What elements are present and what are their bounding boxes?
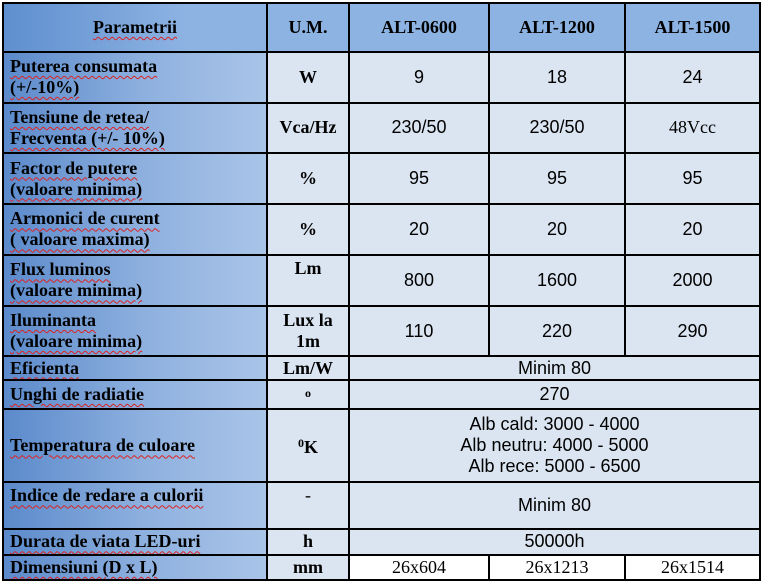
param-color-temperature: Temperatura de culoare bbox=[3, 409, 267, 482]
table-row bbox=[3, 306, 760, 357]
value-cell: 290 bbox=[625, 306, 760, 357]
header-unit: U.M. bbox=[267, 3, 349, 52]
unit-cell: - bbox=[267, 482, 349, 529]
table-row bbox=[3, 529, 760, 554]
param-led-lifetime: Durata de viata LED-uri bbox=[3, 529, 267, 554]
unit-cell: o bbox=[267, 380, 349, 409]
unit-cell: Lux la 1m bbox=[267, 306, 349, 357]
table-row bbox=[3, 409, 760, 482]
merged-value-cell: 50000h bbox=[349, 529, 760, 554]
value-cell: 95 bbox=[349, 153, 489, 204]
table-row bbox=[3, 204, 760, 255]
value-cell: 26x1514 bbox=[625, 555, 760, 581]
table-row bbox=[3, 380, 760, 409]
header-model-1500: ALT-1500 bbox=[625, 3, 760, 52]
value-cell: 230/50 bbox=[349, 103, 489, 154]
value-cell: 48Vcc bbox=[625, 103, 760, 154]
table-row bbox=[3, 482, 760, 529]
unit-cell: Lm/W bbox=[267, 356, 349, 379]
value-cell: 20 bbox=[349, 204, 489, 255]
unit-cell: Lm bbox=[267, 255, 349, 306]
table-row bbox=[3, 255, 760, 306]
value-cell: 2000 bbox=[625, 255, 760, 306]
table-header-row bbox=[3, 3, 760, 52]
table-row bbox=[3, 356, 760, 379]
value-cell: 20 bbox=[625, 204, 760, 255]
value-cell: 20 bbox=[489, 204, 625, 255]
value-cell: 800 bbox=[349, 255, 489, 306]
value-cell: 110 bbox=[349, 306, 489, 357]
unit-cell: mm bbox=[267, 555, 349, 581]
value-cell: 220 bbox=[489, 306, 625, 357]
unit-cell: Vca/Hz bbox=[267, 103, 349, 154]
unit-cell: $^0$K bbox=[267, 409, 349, 482]
table-row bbox=[3, 555, 760, 581]
param-color-rendering-index: Indice de redare a culorii bbox=[3, 482, 267, 529]
unit-cell: W bbox=[267, 52, 349, 103]
unit-cell: % bbox=[267, 204, 349, 255]
header-parameter: Parametrii bbox=[3, 3, 267, 52]
value-cell: 95 bbox=[489, 153, 625, 204]
param-efficiency: Eficienta bbox=[3, 356, 267, 379]
value-cell: 1600 bbox=[489, 255, 625, 306]
merged-value-cell: Minim 80 bbox=[349, 356, 760, 379]
param-luminous-flux: Flux luminos (valoare minima) bbox=[3, 255, 267, 306]
header-model-1200: ALT-1200 bbox=[489, 3, 625, 52]
table-row bbox=[3, 52, 760, 103]
param-current-harmonics: Armonici de curent ( valoare maxima) bbox=[3, 204, 267, 255]
unit-cell: h bbox=[267, 529, 349, 554]
param-power-consumed: Puterea consumata (+/-10%) bbox=[3, 52, 267, 103]
table-row bbox=[3, 153, 760, 204]
value-cell: 26x1213 bbox=[489, 555, 625, 581]
table-row bbox=[3, 103, 760, 154]
param-mains-voltage: Tensiune de retea/ Frecventa (+/- 10%) bbox=[3, 103, 267, 154]
param-dimensions: Dimensiuni (D x L) bbox=[3, 555, 267, 581]
value-cell: 230/50 bbox=[489, 103, 625, 154]
param-radiation-angle: Unghi de radiatie bbox=[3, 380, 267, 409]
specification-table bbox=[2, 2, 761, 581]
value-cell: 24 bbox=[625, 52, 760, 103]
merged-value-cell: Minim 80 bbox=[349, 482, 760, 529]
value-cell: 9 bbox=[349, 52, 489, 103]
header-model-0600: ALT-0600 bbox=[349, 3, 489, 52]
param-power-factor: Factor de putere (valoare minima) bbox=[3, 153, 267, 204]
value-cell: 95 bbox=[625, 153, 760, 204]
merged-value-cell: Alb cald: 3000 - 4000 Alb neutru: 4000 - 5000 Alb rece: 5000 - 6500 bbox=[349, 409, 760, 482]
merged-value-cell: 270 bbox=[349, 380, 760, 409]
value-cell: 18 bbox=[489, 52, 625, 103]
unit-cell: % bbox=[267, 153, 349, 204]
param-illuminance: Iluminanta (valoare minima) bbox=[3, 306, 267, 357]
value-cell: 26x604 bbox=[349, 555, 489, 581]
